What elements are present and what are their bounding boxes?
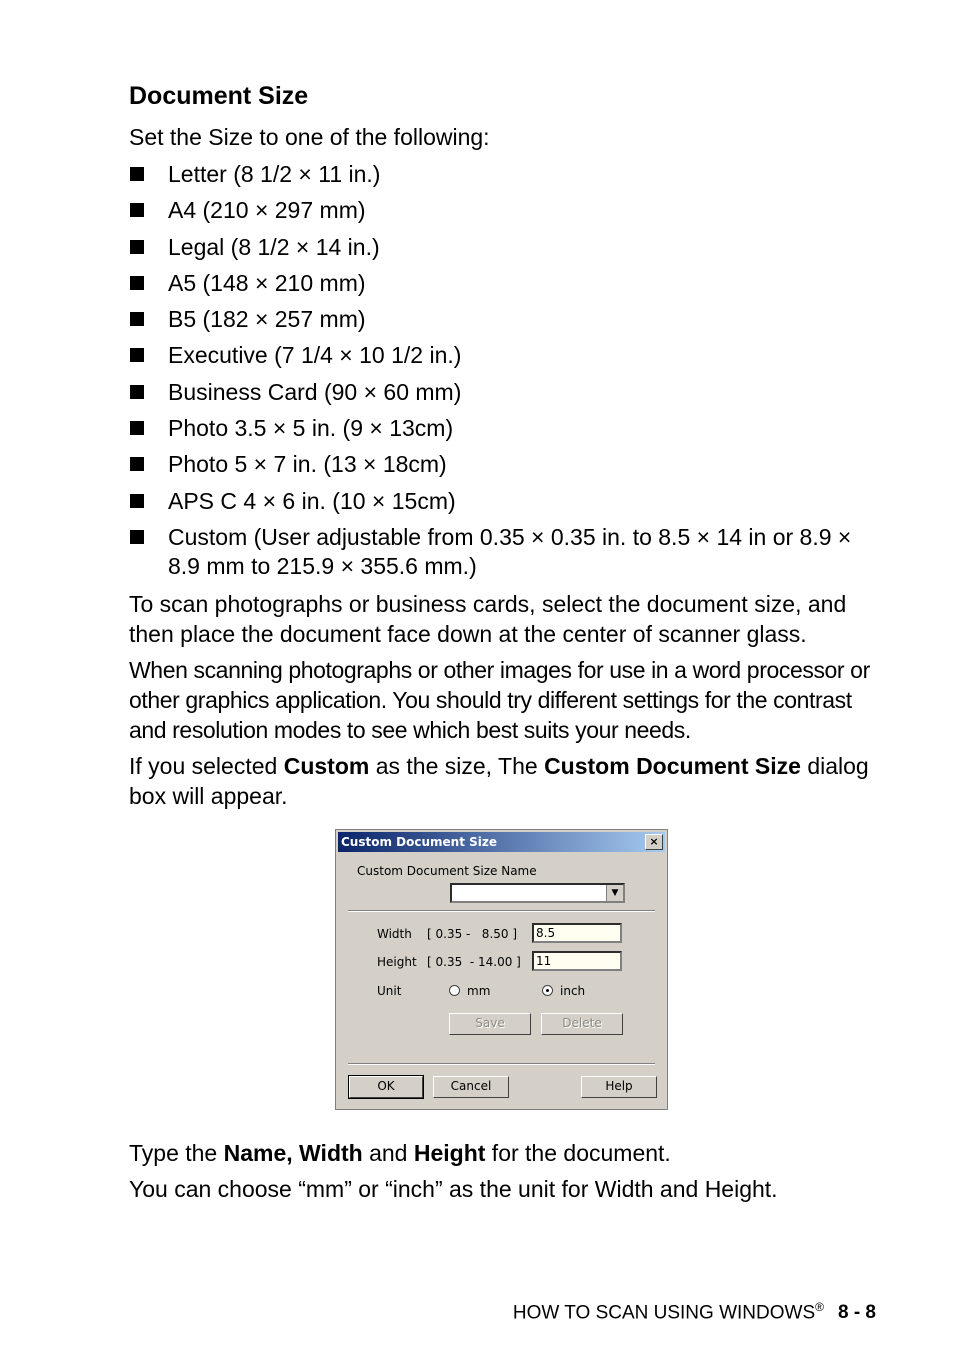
unit-mm-label: mm <box>467 984 491 998</box>
separator <box>348 1063 655 1065</box>
list-item: Legal (8 1/2 × 14 in.) <box>129 233 869 262</box>
footer-title: HOW TO SCAN USING WINDOWS <box>512 1302 816 1324</box>
name-label: Custom Document Size Name <box>357 864 537 878</box>
unit-mm-radio[interactable] <box>449 985 460 996</box>
close-button[interactable]: × <box>645 834 663 850</box>
custom-document-size-dialog <box>335 829 668 1110</box>
square-bullet-icon <box>130 385 144 399</box>
list-item: Letter (8 1/2 × 11 in.) <box>129 160 869 189</box>
list-item: Photo 5 × 7 in. (13 × 18cm) <box>129 450 869 479</box>
intro-text: Set the Size to one of the following: <box>129 124 490 150</box>
page-number: 8 - 8 <box>837 1302 876 1324</box>
list-item: Custom (User adjustable from 0.35 × 0.35 in. to 8.5 × 14 in or 8.9 × 8.9 mm to 215.9 × 355.6 mm.) <box>129 523 869 581</box>
paragraph-type-fields: Type the Name, Width and Height for the document. <box>129 1140 671 1166</box>
list-item: Photo 3.5 × 5 in. (9 × 13cm) <box>129 414 869 443</box>
square-bullet-icon <box>130 276 144 290</box>
height-range: [ 0.35 - 14.00 ] <box>427 955 521 969</box>
unit-label: Unit <box>377 984 402 998</box>
square-bullet-icon <box>130 167 144 181</box>
square-bullet-icon <box>130 530 144 544</box>
list-item: Business Card (90 × 60 mm) <box>129 378 869 407</box>
document-size-name-combo[interactable] <box>450 883 625 903</box>
delete-button[interactable]: Delete <box>541 1013 623 1035</box>
page-footer <box>513 1300 876 1324</box>
save-button[interactable]: Save <box>449 1013 531 1035</box>
list-item: Executive (7 1/4 × 10 1/2 in.) <box>129 341 869 370</box>
help-button[interactable]: Help <box>581 1076 657 1098</box>
list-item: A4 (210 × 297 mm) <box>129 196 869 225</box>
square-bullet-icon <box>130 457 144 471</box>
paragraph-unit-choice: You can choose “mm” or “inch” as the unit for Width and Height. <box>129 1176 778 1202</box>
height-label: Height <box>377 955 417 969</box>
square-bullet-icon <box>130 494 144 508</box>
cancel-button[interactable]: Cancel <box>433 1076 509 1098</box>
unit-inch-label: inch <box>560 984 586 998</box>
paragraph-custom-dialog: If you selected Custom as the size, The Custom Document Size dialog box will appear. <box>129 753 869 809</box>
registered-mark: ® <box>815 1300 824 1314</box>
size-list <box>129 160 869 588</box>
ok-button[interactable]: OK <box>349 1076 423 1098</box>
dialog-titlebar <box>338 832 665 852</box>
square-bullet-icon <box>130 421 144 435</box>
width-range: [ 0.35 - 8.50 ] <box>427 927 518 941</box>
square-bullet-icon <box>130 312 144 326</box>
square-bullet-icon <box>130 240 144 254</box>
unit-inch-radio[interactable] <box>542 985 553 996</box>
list-item: A5 (148 × 210 mm) <box>129 269 869 298</box>
list-item: APS C 4 × 6 in. (10 × 15cm) <box>129 487 869 516</box>
list-item: B5 (182 × 257 mm) <box>129 305 869 334</box>
separator <box>348 910 655 912</box>
paragraph-settings-tip: When scanning photographs or other images for use in a word processor or other graphics application. You should try different settings for the contrast and resolution modes to see which best suits your needs. <box>129 657 870 743</box>
square-bullet-icon <box>130 348 144 362</box>
width-field[interactable]: 8.5 <box>532 923 622 943</box>
width-label: Width <box>377 927 412 941</box>
paragraph-photo-placement: To scan photographs or business cards, select the document size, and then place the document face down at the center of scanner glass. <box>129 591 847 647</box>
chevron-down-icon[interactable]: ▼ <box>606 885 623 901</box>
square-bullet-icon <box>130 203 144 217</box>
height-field[interactable]: 11 <box>532 951 622 971</box>
section-heading: Document Size <box>129 82 309 110</box>
dialog-title: Custom Document Size <box>341 835 497 849</box>
